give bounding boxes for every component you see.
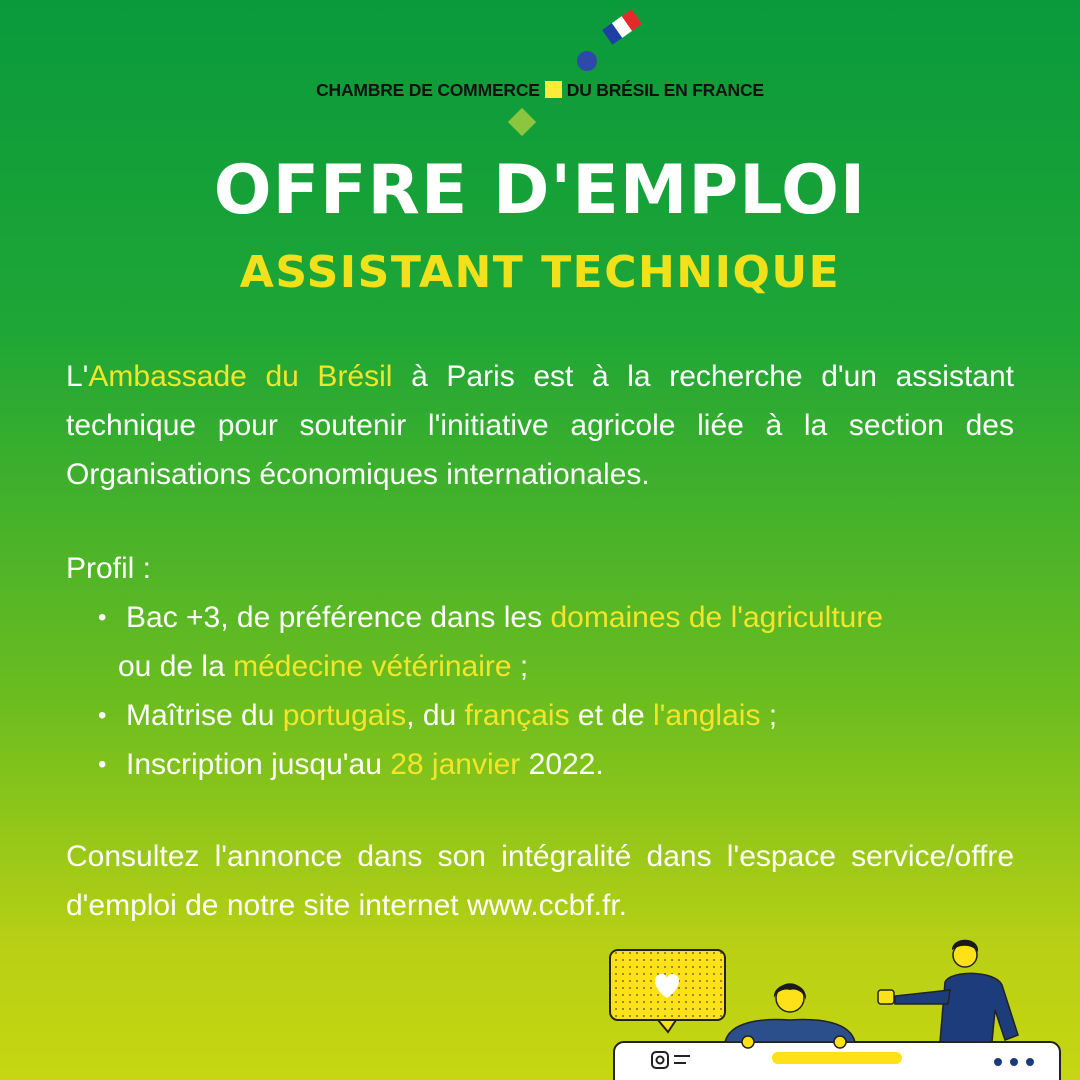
intro-prefix: L' [66,360,89,393]
item-text: Inscription jusqu'au [126,748,391,781]
yellow-square-icon [545,81,562,98]
embassy-highlight: Ambassade du Brésil [88,360,393,393]
item-highlight: l'anglais [652,699,761,732]
logo-text [0,80,1080,101]
item-text: et de [569,699,653,732]
item-text: ; [511,650,529,683]
logo-text-part2: DU BRÉSIL EN FRANCE [566,80,764,100]
list-item [118,593,1014,691]
item-highlight: domaines de l'agriculture [550,601,884,634]
item-text: , du [406,699,465,732]
item-text: 2022. [520,748,604,781]
page-title: OFFRE D'EMPLOI [213,151,867,230]
outro-paragraph: Consultez l'annonce dans son intégralité dans l'espace service/offre d'emploi de notre site internet www.ccbf.fr. [66,840,1014,922]
job-title: ASSISTANT TECHNIQUE [239,247,841,298]
list-item [126,691,1014,740]
item-text: ou de la [118,650,234,683]
item-highlight: médecine vétérinaire [233,650,512,683]
speech-bubble-heart-icon [610,950,725,1032]
france-flag-icon [602,9,642,44]
item-highlight: portugais [282,699,407,732]
item-text: Bac +3, de préférence dans les [126,601,551,634]
list-item [126,740,1014,789]
man-thumbs-up-icon [878,940,1018,1042]
item-highlight: français [464,699,570,732]
ccbf-logo [0,0,1080,150]
logo-graphics [0,0,1080,150]
item-text: ; [760,699,778,732]
item-highlight: 28 janvier [390,748,521,781]
green-diamond-icon [508,108,536,136]
profile-label: Profil : [66,552,152,585]
woman-icon [725,984,855,1048]
blue-dot-icon [577,51,597,71]
item-text: Maîtrise du [126,699,283,732]
illustration [600,930,1080,1080]
intro-paragraph [66,352,1014,499]
logo-text-part1: CHAMBRE DE COMMERCE [316,80,540,100]
intro-rest: à Paris est à la recherche d'un assistant technique pour soutenir l'initiative agricole liée à la section des Organisations économiques internationales. [66,360,1014,491]
profile-list [66,593,1014,789]
profile-section [66,544,1014,789]
